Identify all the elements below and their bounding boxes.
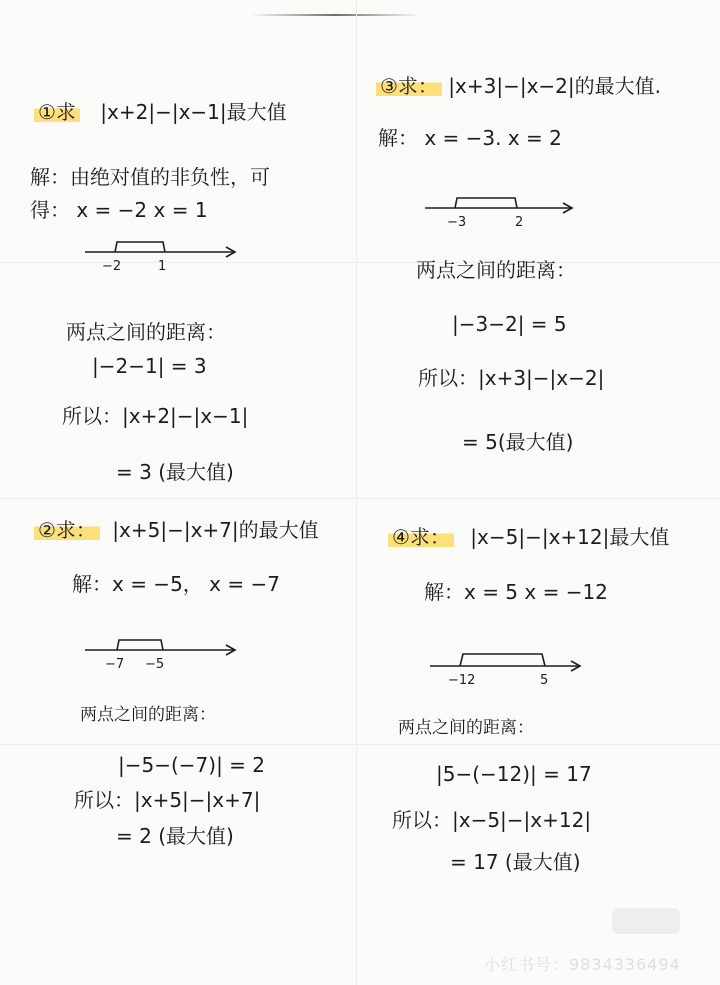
tick-label-left: −2 <box>102 259 122 274</box>
tick-label-right: 2 <box>515 215 524 230</box>
top-edge-line <box>250 14 420 16</box>
problem-2-expression: |x+5|−|x+7|的最大值 <box>112 518 319 542</box>
interval-bracket <box>455 198 517 208</box>
problem-4-so-expr: |x−5|−|x+12| <box>452 808 592 832</box>
problem-1-result: = 3 (最大值) <box>116 460 234 484</box>
tick-label-left: −7 <box>105 657 125 672</box>
problem-1-expression: |x+2|−|x−1|最大值 <box>100 100 287 124</box>
problem-1-title <box>34 100 287 124</box>
fold-line-vertical <box>356 0 357 985</box>
interval-bracket <box>115 242 165 252</box>
problem-4-distance-expr: |5−(−12)| = 17 <box>436 762 592 786</box>
problem-3-conclusion <box>418 366 604 390</box>
problem-1-so-expr: |x+2|−|x−1| <box>122 404 249 428</box>
problem-2-number: ②求： <box>34 518 100 542</box>
problem-4-conclusion <box>392 808 591 832</box>
problem-2-so-label: 所以： <box>74 788 134 812</box>
problem-4-solution: 解：x = 5 x = −12 <box>424 580 608 604</box>
problem-3-result: = 5(最大值) <box>462 430 574 454</box>
problem-4-distance-label: 两点之间的距离： <box>398 718 534 738</box>
problem-1-so-label: 所以： <box>62 404 122 428</box>
problem-1-distance-label: 两点之间的距离： <box>66 320 226 344</box>
problem-3-number: ③求： <box>376 74 442 98</box>
problem-3-number-line <box>425 190 585 230</box>
interval-bracket <box>117 640 163 650</box>
problem-2-solution: 解：x = −5， x = −7 <box>72 572 280 596</box>
problem-1-solution-line2: 得： x = −2 x = 1 <box>30 198 208 222</box>
problem-3-solution: 解： x = −3. x = 2 <box>378 126 562 150</box>
tick-label-right: −5 <box>145 657 165 672</box>
problem-3-title <box>376 74 661 98</box>
problem-2-result: = 2 (最大值) <box>116 824 234 848</box>
problem-2-title <box>34 518 319 542</box>
tick-label-left: −3 <box>447 215 467 230</box>
problem-3-distance-label: 两点之间的距离： <box>416 258 576 282</box>
problem-2-distance-label: 两点之间的距离： <box>80 705 216 725</box>
problem-2-so-expr: |x+5|−|x+7| <box>134 788 261 812</box>
problem-4-number: ④求： <box>388 525 454 549</box>
problem-3-expression: |x+3|−|x−2|的最大值. <box>448 74 662 98</box>
problem-2-distance-expr: |−5−(−7)| = 2 <box>118 753 266 777</box>
problem-4-number-line <box>430 648 590 688</box>
problem-3-so-label: 所以： <box>418 366 478 390</box>
fold-line-horizontal <box>0 498 720 499</box>
problem-1-distance-expr: |−2−1| = 3 <box>92 354 207 378</box>
problem-1-solution-line1: 解：由绝对值的非负性，可 <box>30 165 270 189</box>
problem-4-expression: |x−5|−|x+12|最大值 <box>470 525 670 549</box>
tick-label-right: 5 <box>540 673 549 688</box>
fold-line-horizontal <box>0 744 720 745</box>
interval-bracket <box>460 654 545 666</box>
problem-4-title <box>388 525 669 549</box>
problem-1-number-line <box>85 234 245 274</box>
problem-1-number: ①求 <box>34 100 80 124</box>
watermark-logo <box>612 908 680 934</box>
tick-label-left: −12 <box>448 673 476 688</box>
problem-4-result: = 17 (最大值) <box>450 850 581 874</box>
tick-label-right: 1 <box>158 259 167 274</box>
problem-3-distance-expr: |−3−2| = 5 <box>452 312 567 336</box>
problem-1-conclusion <box>62 404 248 428</box>
watermark-text: 小红书号：9834336494 <box>484 955 681 974</box>
problem-2-conclusion <box>74 788 260 812</box>
problem-4-so-label: 所以： <box>392 808 452 832</box>
problem-3-so-expr: |x+3|−|x−2| <box>478 366 605 390</box>
problem-2-number-line <box>85 632 245 672</box>
